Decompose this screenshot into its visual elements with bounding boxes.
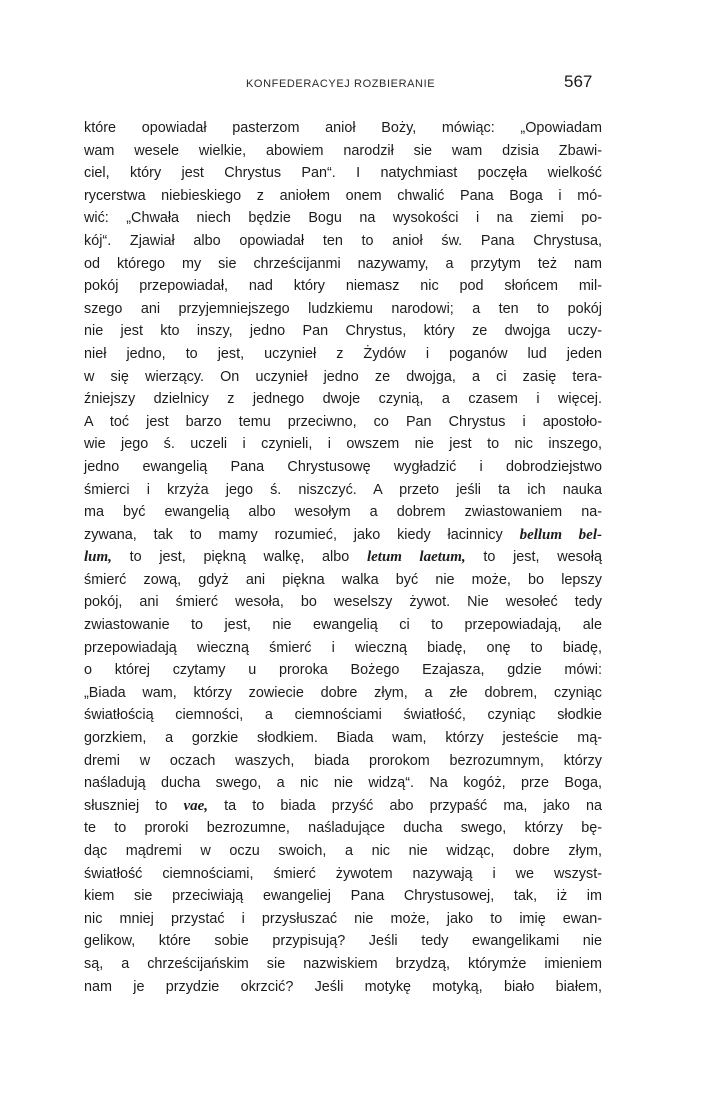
text-segment: wam wesele wielkie, abowiem narodził sie wam dzisia Zbawi- <box>84 142 602 159</box>
text-segment: pokój, ani śmierć wesoła, bo weselszy żywot. Nie wesołeć tedy <box>84 594 602 611</box>
text-segment: śmierci i krzyża jego ś. niszczyć. A przeto jeśli ta ich nauka <box>84 481 602 498</box>
text-segment: dremi w oczach waszych, biada prorokom bezrozumnym, którzy <box>84 752 602 769</box>
text-segment: od którego my sie chrześcijanmi nazywamy, a przytym też nam <box>84 255 602 272</box>
text-body <box>84 117 602 998</box>
text-segment: dąc mądremi w oczu swoich, a nic nie widząc, dobre złym, <box>84 843 602 859</box>
text-line <box>84 772 602 795</box>
italic-term: lum, <box>84 549 112 566</box>
text-line <box>84 230 602 253</box>
text-line <box>84 117 602 140</box>
text-line <box>84 885 602 908</box>
text-line <box>84 275 602 298</box>
text-segment: ma być ewangelią albo wesołym a dobrem zwiastowaniem na- <box>84 504 602 521</box>
text-segment: w się wierzący. On uczynieł jedno ze dwojga, a ci zasię tera- <box>84 368 602 385</box>
text-line <box>84 840 602 863</box>
text-segment: wie jego ś. uczeli i czynieli, i owszem nie jest to nic inszego, <box>84 436 602 453</box>
text-segment: ta to biada przyść abo przypaść ma, jako na <box>208 797 602 814</box>
text-line <box>84 817 602 840</box>
text-line <box>84 863 602 886</box>
text-line <box>84 682 602 705</box>
text-line <box>84 727 602 750</box>
text-line <box>84 253 602 276</box>
text-segment: śmierć zową, gdyż ani piękna walka być nie może, bo lepszy <box>84 571 602 588</box>
italic-term: letum laetum, <box>366 549 466 566</box>
text-line <box>84 162 602 185</box>
text-segment: światłością ciemności, a ciemnościami światłość, czyniąc słodkie <box>84 707 602 724</box>
text-segment: nam je przydzie okrzcić? Jeśli motykę motyką, biało białem, <box>84 978 602 995</box>
text-segment: gelikow, które sobie przypisują? Jeśli tedy ewangelikami nie <box>84 933 602 950</box>
text-segment: źniejszy dzielnicy z jednego dwoje czynią, a czasem i więcej. <box>84 391 602 408</box>
italic-term: vae, <box>183 797 209 814</box>
text-line <box>84 140 602 163</box>
text-segment: zywana, tak to mamy rozumieć, jako kiedy łacinnicy <box>84 526 520 543</box>
italic-term: bellum bel- <box>519 526 602 543</box>
text-segment: to jest, wesołą <box>465 549 602 566</box>
text-line <box>84 659 602 682</box>
text-segment: kój“. Zjawiał albo opowiadał ten to anioł św. Pana Chrystusa, <box>84 232 602 249</box>
text-segment: nie jest kto inszy, jedno Pan Chrystus, który ze dwojga uczy- <box>84 323 602 340</box>
text-line <box>84 704 602 727</box>
text-line <box>84 411 602 434</box>
text-line <box>84 930 602 953</box>
text-line <box>84 591 602 614</box>
text-segment: słuszniej to <box>84 797 184 814</box>
text-line <box>84 456 602 479</box>
text-segment: te to proroki bezrozumne, naśladujące ducha swego, którzy bę- <box>84 820 602 837</box>
text-segment: zwiastowanie to jest, nie ewangelią ci to przepowiadają, ale <box>84 617 602 634</box>
text-line <box>84 546 602 569</box>
text-line <box>84 953 602 976</box>
page-header <box>0 74 720 98</box>
text-segment: światłość ciemnościami, śmierć żywotem nazywają i we wszyst- <box>84 865 602 882</box>
text-line <box>84 976 602 999</box>
text-segment: ciel, który jest Chrystus Pan“. I natychmiast poczęła wielkość <box>84 165 602 182</box>
text-line <box>84 908 602 931</box>
text-line <box>84 298 602 321</box>
text-segment: nieł jedno, to jest, uczynieł z Żydów i poganów lud jeden <box>84 345 602 362</box>
text-line <box>84 795 602 818</box>
text-line <box>84 501 602 524</box>
text-line <box>84 343 602 366</box>
text-segment: naśladują ducha swego, a nic nie widzą“. Na kogóż, prze Boga, <box>84 775 602 792</box>
text-line <box>84 320 602 343</box>
text-line <box>84 614 602 637</box>
text-line <box>84 750 602 773</box>
text-line <box>84 479 602 502</box>
text-line <box>84 388 602 411</box>
text-line <box>84 524 602 547</box>
text-line <box>84 433 602 456</box>
text-line <box>84 569 602 592</box>
text-line <box>84 185 602 208</box>
text-line <box>84 366 602 389</box>
text-segment: to jest, piękną walkę, albo <box>111 549 367 566</box>
text-segment: „Biada wam, którzy zowiecie dobre złym, a złe dobrem, czyniąc <box>84 684 602 701</box>
text-line <box>84 637 602 660</box>
text-segment: gorzkiem, a gorzkie słodkiem. Biada wam, którzy jesteście mą- <box>84 730 602 747</box>
text-segment: kiem sie przeciwiają ewangeliej Pana Chrystusowej, tak, iż im <box>84 888 602 905</box>
text-segment: są, a chrześcijańskim sie nazwiskiem brzydzą, którymże imieniem <box>84 955 602 972</box>
text-segment: jedno ewangelią Pana Chrystusowę wygładzić i dobrodziejstwo <box>84 458 602 475</box>
text-segment: pokój przepowiadał, nad który niemasz nic pod słońcem mil- <box>84 278 602 295</box>
text-segment: A toć jest barzo temu przeciwno, co Pan Chrystus i apostoło- <box>84 413 602 430</box>
text-segment: o której czytamy u proroka Bożego Ezajasza, gdzie mówi: <box>84 662 602 679</box>
text-segment: przepowiadają wieczną śmierć i wieczną biadę, onę to biadę, <box>84 639 602 656</box>
text-segment: rycerstwa niebieskiego z aniołem onem chwalić Pana Boga i mó- <box>84 187 602 204</box>
page-number: 567 <box>564 72 593 91</box>
text-line <box>84 207 602 230</box>
text-segment: wić: „Chwała niech będzie Bogu na wysokości i na ziemi po- <box>84 210 602 227</box>
text-segment: szego ani przyjemniejszego ludzkiemu narodowi; a ten to pokój <box>84 300 602 317</box>
text-segment: które opowiadał pasterzom anioł Boży, mówiąc: „Opowiadam <box>84 120 602 136</box>
running-head: KONFEDERACYEJ ROZBIERANIE <box>246 78 436 90</box>
text-segment: nic mniej przystać i przysłuszać nie może, jako to imię ewan- <box>84 910 602 927</box>
